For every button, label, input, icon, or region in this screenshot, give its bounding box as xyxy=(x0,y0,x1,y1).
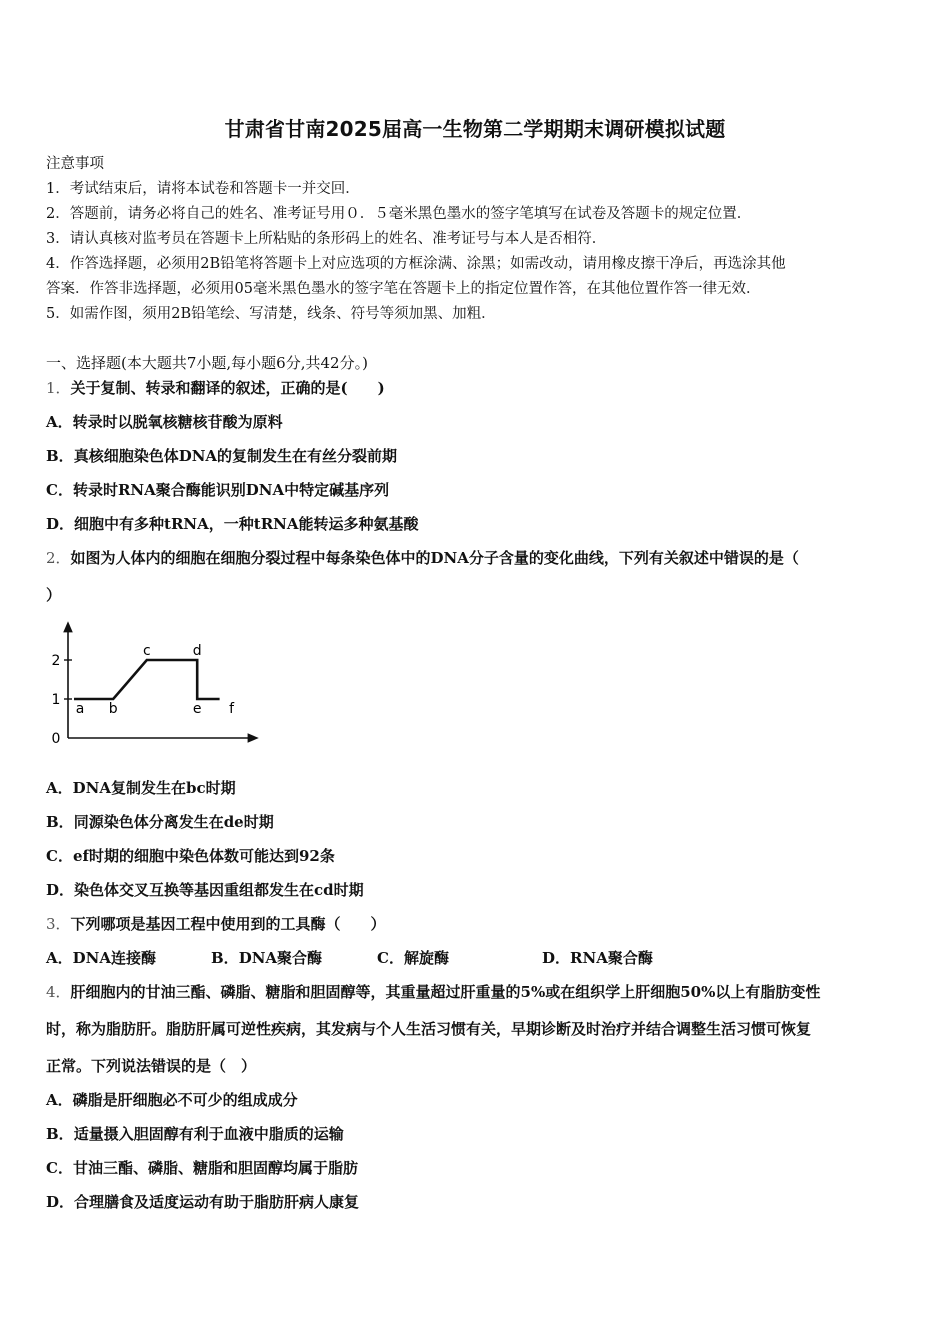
option-d: D．细胞中有多种tRNA，一种tRNA能转运多种氨基酸 xyxy=(46,515,419,533)
question-2 xyxy=(46,547,799,568)
question-1 xyxy=(46,377,385,398)
option-c: C．ef时期的细胞中染色体数可能达到92条 xyxy=(46,847,335,865)
option-b: B．适量摄入胆固醇有利于血液中脂质的运输 xyxy=(46,1125,344,1143)
question-number: 2． xyxy=(46,549,71,567)
dna-content-chart xyxy=(46,618,266,748)
point-label-e: e xyxy=(192,701,202,717)
option-c: C．解旋酶 xyxy=(377,949,449,967)
question-stem-continued: 正常。下列说法错误的是（ ） xyxy=(46,1057,257,1075)
section-heading: 一、选择题(本大题共7小题,每小题6分,共42分。) xyxy=(46,354,368,372)
notice-item: 5．如需作图，须用2B铅笔绘、写清楚，线条、符号等须加黑、加粗． xyxy=(46,306,496,322)
notice-item: 3．请认真核对监考员在答题卡上所粘贴的条形码上的姓名、准考证号与本人是否相符． xyxy=(46,231,607,247)
dna-curve xyxy=(74,660,220,699)
question-3 xyxy=(46,913,386,934)
y-tick-label: 2 xyxy=(51,653,61,669)
page-title: 甘肃省甘南2025届高一生物第二学期期末调研模拟试题 xyxy=(224,117,726,141)
question-number: 1． xyxy=(46,379,71,397)
option-d: D．合理膳食及适度运动有助于脂肪肝病人康复 xyxy=(46,1193,360,1211)
point-label-b: b xyxy=(108,701,118,717)
question-number: 4． xyxy=(46,983,71,1001)
option-a: A．磷脂是肝细胞必不可少的组成成分 xyxy=(46,1091,298,1109)
question-stem: 关于复制、转录和翻译的叙述，正确的是( ) xyxy=(70,379,385,397)
notice-heading: 注意事项 xyxy=(46,156,104,172)
question-stem: 如图为人体内的细胞在细胞分裂过程中每条染色体中的DNA分子含量的变化曲线，下列有关叙述中错误的是（ xyxy=(70,549,799,567)
question-stem: 下列哪项是基因工程中使用到的工具酶（ ） xyxy=(70,915,386,933)
notice-item: 4．作答选择题，必须用2B铅笔将答题卡上对应选项的方框涂满、涂黑；如需改动，请用橡皮擦干净后，再选涂其他 xyxy=(46,256,786,272)
y-tick-label: 0 xyxy=(51,731,61,747)
y-tick-label: 1 xyxy=(51,692,61,708)
option-d: D．染色体交叉互换等基因重组都发生在cd时期 xyxy=(46,881,364,899)
question-stem-continued: ） xyxy=(46,586,62,604)
question-4 xyxy=(46,981,820,1002)
point-label-d: d xyxy=(192,643,202,659)
question-stem: 肝细胞内的甘油三酯、磷脂、糖脂和胆固醇等，其重量超过肝重量的5%或在组织学上肝细胞50%以上有脂肪变性 xyxy=(70,983,821,1001)
point-label-f: f xyxy=(229,701,235,717)
option-c: C．转录时RNA聚合酶能识别DNA中特定碱基序列 xyxy=(46,481,390,499)
notice-item: 1．考试结束后，请将本试卷和答题卡一并交回． xyxy=(46,181,360,197)
option-a: A．转录时以脱氧核糖核苷酸为原料 xyxy=(46,413,283,431)
option-c: C．甘油三酯、磷脂、糖脂和胆固醇均属于脂肪 xyxy=(46,1159,358,1177)
notice-item: 2．答题前，请务必将自己的姓名、准考证号用０．５毫米黑色墨水的签字笔填写在试卷及答题卡的规定位置． xyxy=(46,206,752,222)
point-label-c: c xyxy=(142,643,151,659)
option-a: A．DNA复制发生在bc时期 xyxy=(46,779,236,797)
option-b: B．同源染色体分离发生在de时期 xyxy=(46,813,274,831)
option-b: B．真核细胞染色体DNA的复制发生在有丝分裂前期 xyxy=(46,447,398,465)
point-label-a: a xyxy=(75,701,85,717)
question-number: 3． xyxy=(46,915,71,933)
option-a: A．DNA连接酶 xyxy=(46,949,156,967)
option-d: D．RNA聚合酶 xyxy=(542,949,653,967)
option-b: B．DNA聚合酶 xyxy=(211,949,323,967)
notice-item: 答案．作答非选择题，必须用05毫米黑色墨水的签字笔在答题卡上的指定位置作答，在其他位置作答一律无效． xyxy=(46,281,761,297)
question-stem-continued: 时，称为脂肪肝。脂肪肝属可逆性疾病，其发病与个人生活习惯有关，早期诊断及时治疗并结合调整生活习惯可恢复 xyxy=(46,1020,812,1038)
